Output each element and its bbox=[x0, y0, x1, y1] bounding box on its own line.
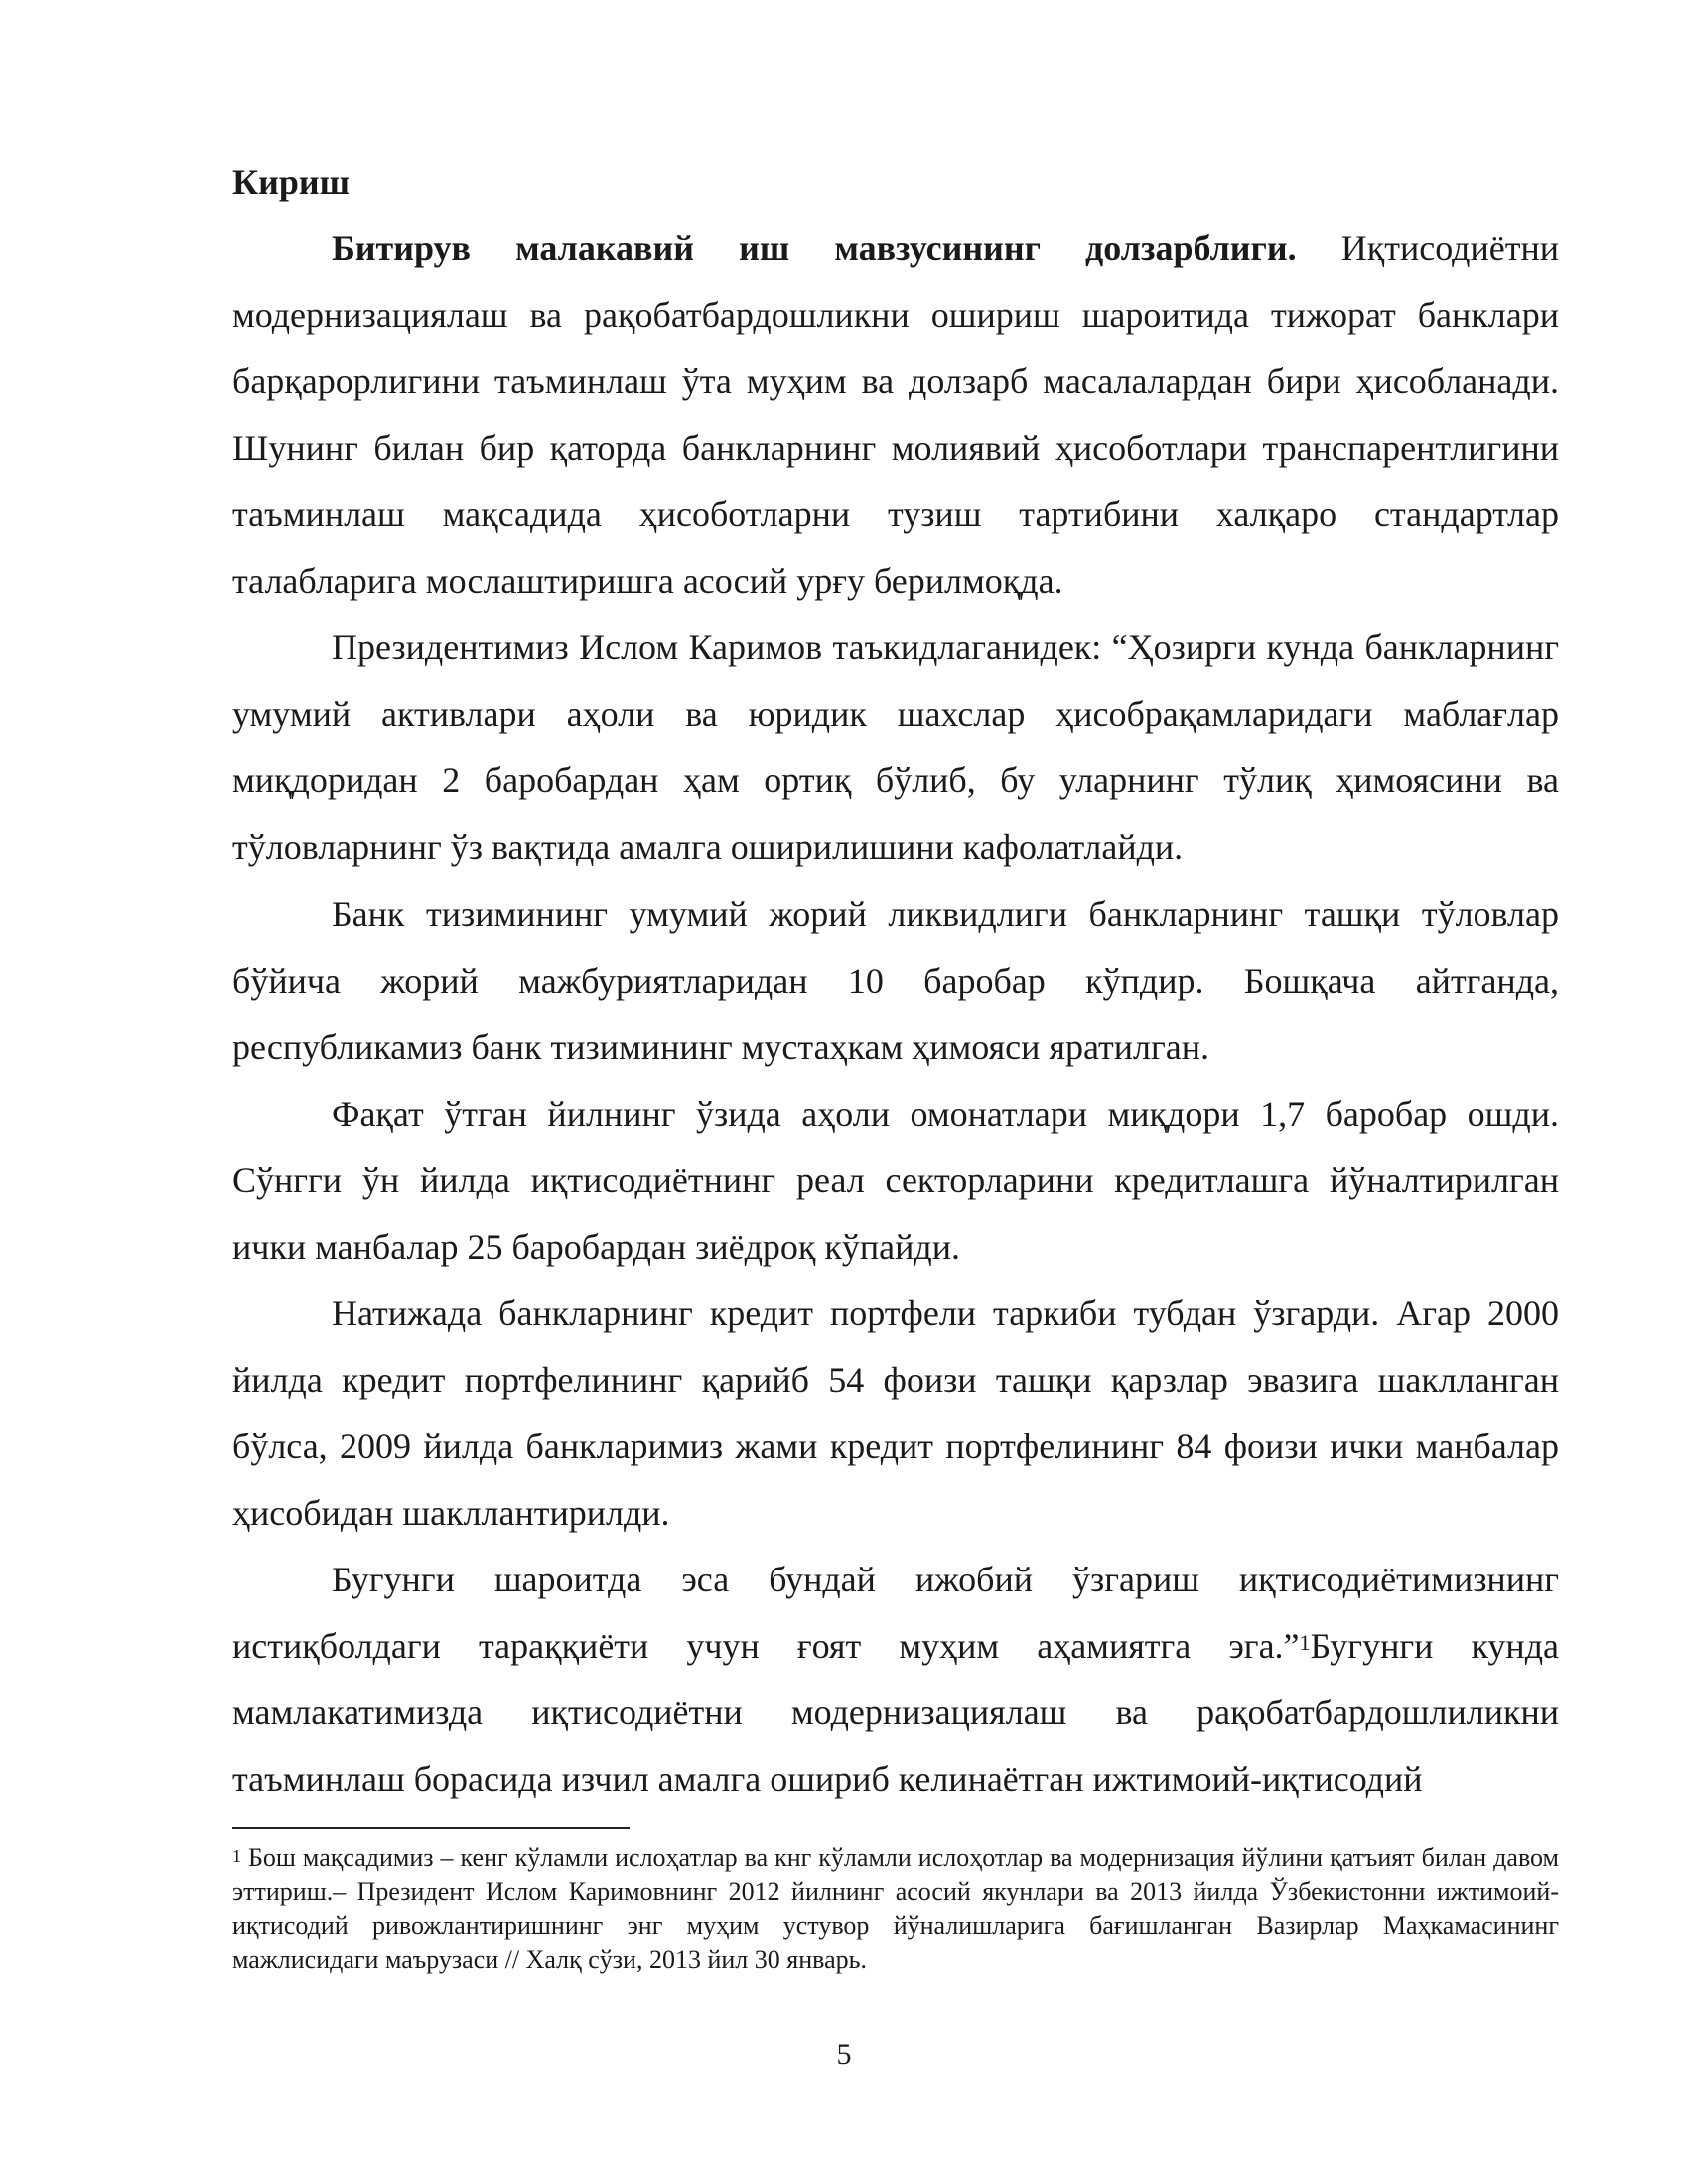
page-number: 5 bbox=[836, 2038, 852, 2071]
footnote-reference[interactable]: 1 bbox=[1299, 1630, 1311, 1655]
paragraph-deposits: Фақат ўтган йилнинг ўзида аҳоли омонатлари миқдори 1,7 баробар ошди. Сўнгги ўн йилда иқтисодиётнинг реал секторларини кредитлашга йўналтирилган ички манбалар 25 баробардан зиёдроқ кўпайди. bbox=[232, 1094, 1559, 1267]
paragraph-liquidity: Банк тизимининг умумий жорий ликвидлиги банкларнинг ташқи тўловлар бўйича жорий мажбуриятларидан 10 баробар кўпдир. Бошқача айтганда, республикамиз банк тизимининг мустаҳкам ҳимояси яратилган. bbox=[232, 894, 1559, 1067]
paragraph-quote: Президентимиз Ислом Каримов таъкидлаганидек: “Ҳозирги кунда банкларнинг умумий активлари аҳоли ва юридик шахслар ҳисобрақамларидаги маблағлар миқдоридан 2 баробардан ҳам ортиқ бўлиб, бу уларнинг тўлиқ ҳимоясини ва тўловларнинг ўз вақтида амалга оширилишини кафолатлайди. bbox=[232, 627, 1559, 867]
paragraph-lead: Битирув малакавий иш мавзусининг долзарблиги. bbox=[332, 228, 1297, 268]
footnote-marker: 1 bbox=[232, 1846, 241, 1866]
paragraph-modernization bbox=[232, 1547, 1559, 1813]
paragraph-credit-portfolio: Натижада банкларнинг кредит портфели таркиби тубдан ўзгарди. Агар 2000 йилда кредит портфелининг қарийб 54 фоизи ташқи қарзлар эвазига шаклланган бўлса, 2009 йилда банкларимиз жами кредит портфелининг 84 фоизи ички манбалар ҳисобидан шакллантирилди. bbox=[232, 1294, 1559, 1533]
paragraph-text: Иқтисодиётни модернизациялаш ва рақобатбардошликни ошириш шароитида тижорат банклари барқарорлигини таъминлаш ўта муҳим ва долзарб масалалардан бири ҳисобланади. Шунинг билан бир қаторда банкларнинг молиявий ҳисоботлари транспарентлигини таъминлаш мақсадида ҳисоботларни тузиш тартибини халқаро стандартлар талабларига мослаштиришга асосий урғу берилмоқда. bbox=[232, 228, 1559, 601]
footnote bbox=[232, 1842, 1559, 1977]
section-heading: Кириш bbox=[232, 162, 351, 202]
paragraph-text: Бугунги кунда мамлакатимизда иқтисодиётни модернизациялаш ва рақобатбардошлиликни таъминлаш борасида изчил амалга ошириб келинаётган ижтимоий-иқтисодий bbox=[232, 1626, 1559, 1799]
footnote-text: Бош мақсадимиз – кенг кўламли ислоҳатлар ва кнг кўламли ислоҳотлар ва модернизация йўлини қатъият билан давом эттириш.– Президент Ислом Каримовнинг 2012 йилнинг асосий якунлари ва 2013 йилда Ўзбекистонни ижтимоий-иқтисодий ривожлантиришнинг энг муҳим устувор йўналишларига бағишланган Вазирлар Маҳкамасининг мажлисидаги маърузаси // Халқ сўзи, 2013 йил 30 январь. bbox=[232, 1843, 1559, 1974]
paragraph-text: Бугунги шароитда эса бундай ижобий ўзгариш иқтисодиётимизнинг истиқболдаги тараққиёти учун ғоят муҳим аҳамиятга эга.” bbox=[232, 1560, 1559, 1666]
paragraph-relevance bbox=[232, 215, 1559, 614]
footnote-separator bbox=[232, 1827, 630, 1829]
